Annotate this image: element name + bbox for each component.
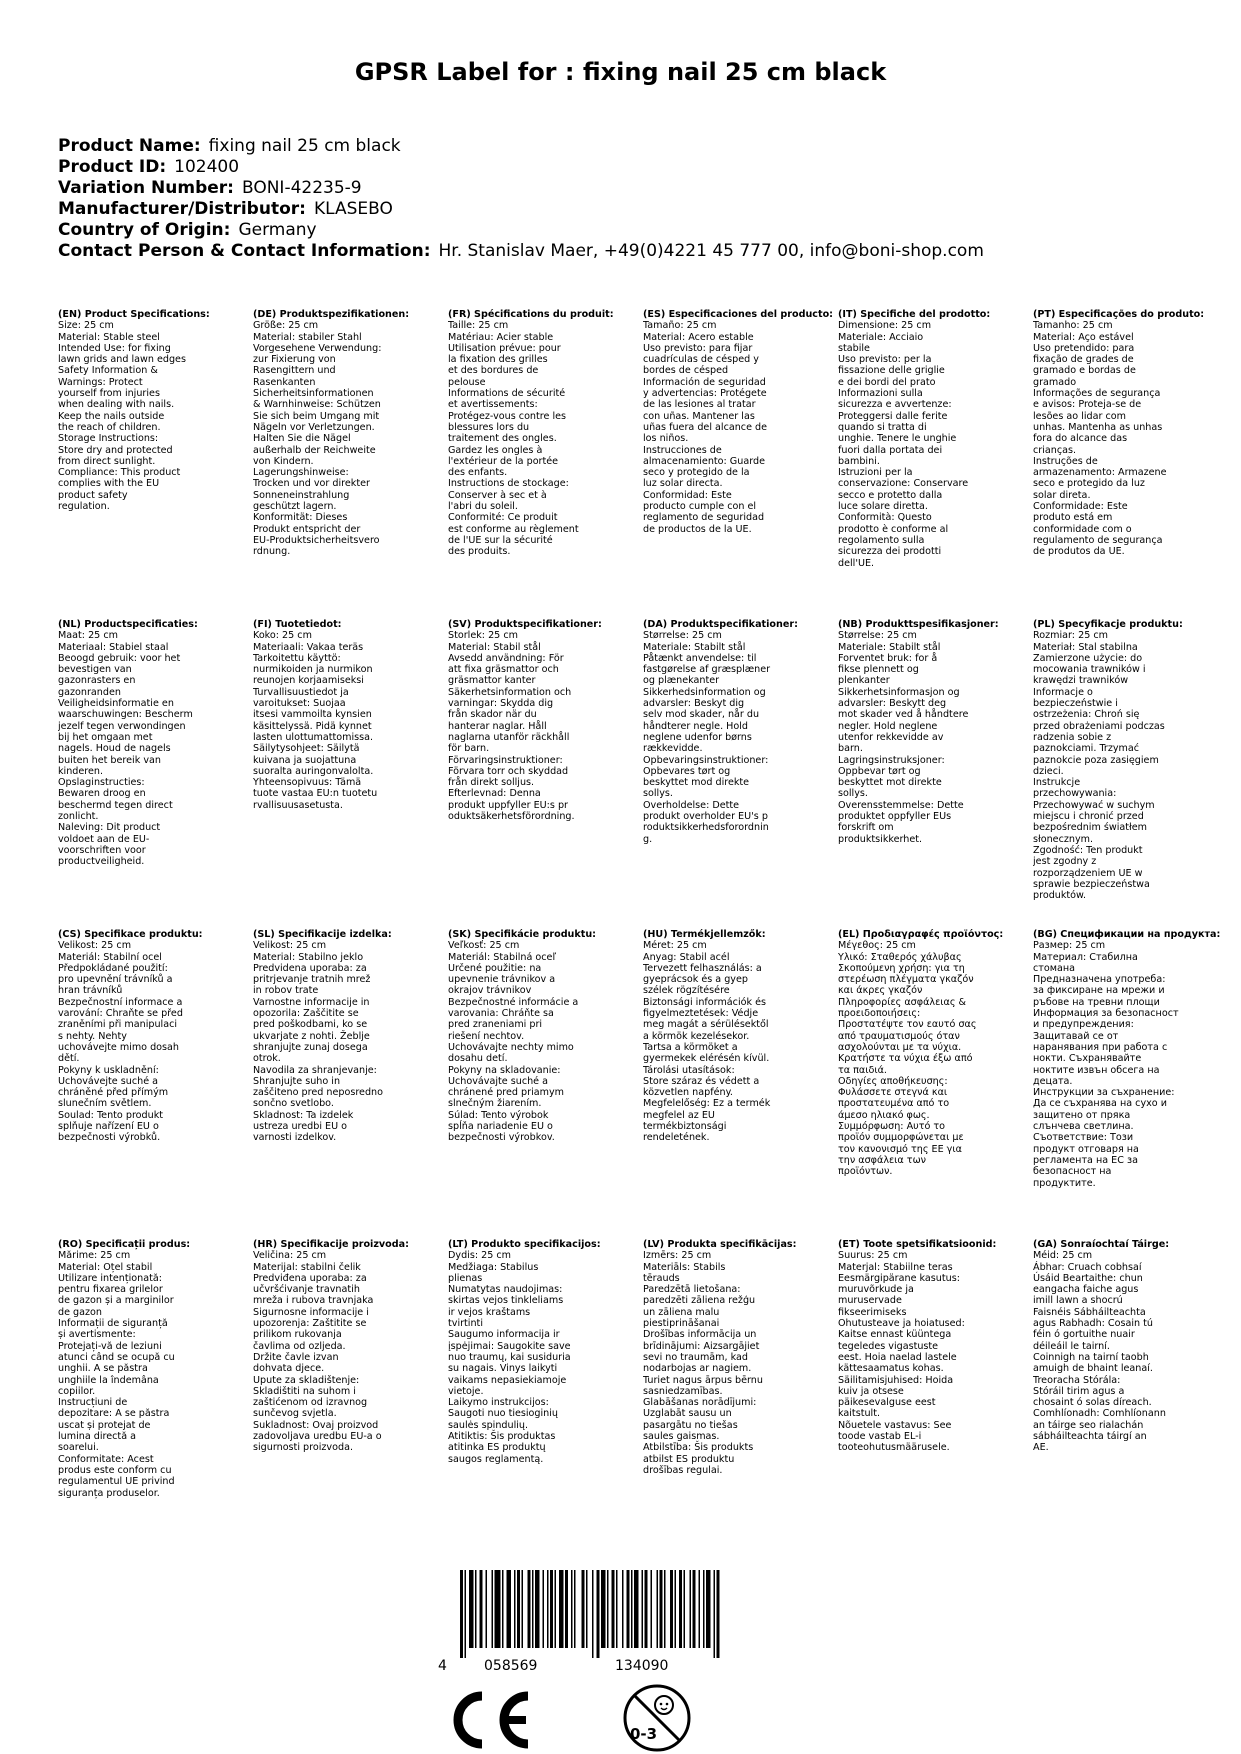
barcode-bar	[631, 1570, 633, 1648]
spec-block	[1033, 619, 1223, 901]
spec-block-title: (SV) Produktspecifikationer:	[448, 619, 602, 630]
barcode-bar	[627, 1570, 630, 1648]
spec-block	[58, 619, 248, 868]
barcode-bar	[592, 1570, 594, 1658]
spec-block	[643, 929, 833, 1144]
spec-block-title: (HU) Termékjellemzők:	[643, 929, 766, 940]
spec-block	[448, 619, 638, 822]
variation-number-row	[58, 178, 1208, 199]
spec-block-body: Maat: 25 cm Materiaal: Stabiel staal Beoogd gebruik: voor het bevestigen van gazonrasters en gazonranden Veiligheidsinformatie en waarschuwingen: Bescherm jezelf tegen verwondingen bij het omgaan met nagels. Houd de nagels buiten het bereik van kinderen. Opslaginstructies: Bewaren droog en beschermd tegen direct zonlicht. Naleving: Dit product voldoet aan de EU- voorschriften voor productveiligheid.	[58, 630, 193, 868]
barcode-bar	[535, 1570, 540, 1648]
barcode-bar	[651, 1570, 653, 1648]
barcode-bar	[675, 1570, 677, 1648]
barcode-bar	[522, 1570, 524, 1648]
spec-block-body: Μέγεθος: 25 cm Υλικό: Σταθερός χάλυβας Σκοπούμενη χρήση: για τη στερέωση πλέγματα γκαζόν και άκρες γκαζόν Πληροφορίες ασφάλειας & προειδοποιήσεις: Προστατέψτε τον εαυτό σας από τραυματισμούς όταν ασχολούνται με τα νύχια. Κρατήστε τα νύχια έξω από τα παιδιά. Οδηγίες αποθήκευσης: Φυλάσσετε στεγνά και προστατευμένα από το άμεσο ηλιακό φως. Συμμόρφωση: Αυτό το προϊόν συμμορφώνεται με τον κανονισμό της ΕΕ για την ασφάλεια των προϊόντων.	[838, 940, 977, 1178]
barcode-bar	[612, 1570, 615, 1648]
barcode-bar	[550, 1570, 553, 1648]
spec-block-title: (DA) Produktspecifikationer:	[643, 619, 798, 630]
barcode-bar	[657, 1570, 659, 1648]
spec-block-body: Tamanho: 25 cm Material: Aço estável Uso pretendido: para fixação de grades de gramado e bordas de gramado Informações de segurança e avisos: Proteja-se de lesões ao lidar com unhas. Mantenha as unhas fora do alcance das crianças. Instruções de armazenamento: Armazene seco e protegido da luz solar direta. Conformidade: Este produto está em conformidade com o regulamento de segurança de produtos da UE.	[1033, 320, 1167, 558]
barcode-digits-right: 134090	[615, 1658, 669, 1674]
spec-block-body: Méret: 25 cm Anyag: Stabil acél Tervezett felhasználás: a gyeprácsok és a gyep szélek rögzítésére Biztonsági információk és figyelmeztetések: Védje meg magát a sérülésektől a körmök kezelésekor. Tartsa a körmöket a gyermekek elérésén kívül. Tárolási utasítások: Store száraz és védett a közvetlen napfény. Megfelelőség: Ez a termék megfelel az EU termékbiztonsági rendeletének.	[643, 940, 771, 1144]
barcode	[438, 1570, 738, 1680]
spec-block	[253, 1239, 443, 1454]
spec-block	[838, 1239, 1028, 1454]
barcode-bar	[616, 1570, 618, 1648]
info-value: KLASEBO	[313, 199, 393, 219]
spec-block	[1033, 1239, 1223, 1454]
spec-block-body: Velikost: 25 cm Material: Stabilno jeklo Predvidena uporaba: za pritrjevanje tratnih mrež in robov trate Varnostne informacije in opozorila: Zaščitite se pred poškodbami, ko se ukvarjate z nohti. Žeblje shranjujte zunaj dosega otrok. Navodila za shranjevanje: Shranjujte suho in zaščiteno pred neposredno sončno svetlobo. Skladnost: Ta izdelek ustreza uredbi EU o varnosti izdelkov.	[253, 940, 383, 1144]
spec-block-body: Méid: 25 cm Ábhar: Cruach cobhsaí Úsáid Beartaithe: chun eangacha faiche agus imill lawn a shocrú Faisnéis Sábháilteachta agus Rabhadh: Cosain tú féin ó gortuithe nuair déileáil le tairní. Coinnigh na tairní taobh amuigh de bhaint leanaí. Treoracha Stórála: Stóráil tirim agus a chosaint ó solas díreach. Comhlíonadh: Comhlíonann an táirge seo rialachán sábháilteachta táirgí an AE.	[1033, 1250, 1166, 1454]
spec-block-body: Tamaño: 25 cm Material: Acero estable Uso previsto: para fijar cuadrículas de césped y bordes de césped Información de seguridad y advertencias: Protégete de las lesiones al tratar con uñas. Mantener las uñas fuera del alcance de los niños. Instrucciones de almacenamiento: Guarde seco y protegido de la luz solar directa. Conformidad: Este producto cumple con el reglamento de seguridad de productos de la UE.	[643, 320, 768, 535]
barcode-bar	[601, 1570, 606, 1648]
spec-block-title: (IT) Specifiche del prodotto:	[838, 309, 991, 320]
spec-block-title: (ET) Toote spetsifikatsioonid:	[838, 1239, 997, 1250]
age-warning-0-3-icon	[622, 1683, 692, 1753]
barcode-bar	[660, 1570, 663, 1648]
spec-block-title: (LT) Produkto specifikacijos:	[448, 1239, 601, 1250]
barcode-bar	[480, 1570, 483, 1648]
spec-block-body: Veľkosť: 25 cm Materiál: Stabilná oceľ Určené použitie: na upevnenie trávnikov a okrajov trávnikov Bezpečnostné informácie a varovania: Chráňte sa pred zraneniami pri riešení nechtov. Uchovávajte nechty mimo dosahu detí. Pokyny na skladovanie: Uchovávajte suché a chránené pred priamym slnečným žiarením. Súlad: Tento výrobok spĺňa nariadenie EU o bezpečnosti výrobkov.	[448, 940, 579, 1144]
info-value: Hr. Stanislav Maer, +49(0)4221 45 777 00, info@boni-shop.com	[438, 241, 984, 261]
spec-block	[838, 929, 1028, 1178]
barcode-bar	[492, 1570, 494, 1648]
barcode-bar	[475, 1570, 477, 1648]
barcode-bar	[469, 1570, 474, 1648]
barcode-bar	[703, 1570, 705, 1648]
spec-block-body: Storlek: 25 cm Material: Stabil stål Avsedd användning: För att fixa gräsmattor och gräsmattor kanter Säkerhetsinformation och varningar: Skydda dig från skador när du hanterar naglar. Håll naglarna utanför räckhåll för barn. Förvaringsinstruktioner: Förvara torr och skyddad från direkt solljus. Efterlevnad: Denna produkt uppfyller EU:s pr oduktsäkerhetsförordning.	[448, 630, 575, 823]
barcode-bar	[670, 1570, 673, 1648]
spec-block-body: Koko: 25 cm Materiaali: Vakaa teräs Tarkoitettu käyttö: nurmikoiden ja nurmikon reunojen korjaamiseksi Turvallisuustiedot ja varoitukset: Suojaa itsesi vammoilta kynsien käsittelyssä. Pidä kynnet lasten ulottumattomissa. Säilytysohjeet: Säilytä kuivana ja suojattuna suoralta auringonvalolta. Yhteensopivuus: Tämä tuote vastaa EU:n tuotetu rvallisuusasetusta.	[253, 630, 378, 811]
spec-block	[58, 929, 248, 1144]
spec-block	[448, 309, 638, 558]
spec-block-body: Izmērs: 25 cm Materiāls: Stabils tērauds Paredzētā lietošana: paredzēti zāliena režģu un zāliena malu piestiprināšanai Drošības informācija un brīdinājumi: Aizsargājiet sevi no traumām, kad nodarbojas ar nagiem. Turiet nagus ārpus bērnu sasniedzamības. Glabāšanas norādījumi: Uzglabāt sausu un pasargātu no tiešas saules gaismas. Atbilstība: Šis produkts atbilst ES produktu drošības regulai.	[643, 1250, 763, 1476]
barcode-bar	[586, 1570, 588, 1648]
spec-block-title: (HR) Specifikacije proizvoda:	[253, 1239, 409, 1250]
spec-block-body: Velikost: 25 cm Materiál: Stabilní ocel Předpokládané použití: pro upevnění trávníků a hran trávníků Bezpečnostní informace a varování: Chraňte se před zraněními při manipulaci s nehty. Nehty uchovávejte mimo dosah dětí. Pokyny k uskladnění: Uchovávejte suché a chráněné před přímým slunečním světlem. Soulad: Tento produkt splňuje nařízení EU o bezpečnosti výrobků.	[58, 940, 183, 1144]
spec-block	[643, 309, 833, 535]
barcode-bar	[706, 1570, 711, 1648]
barcode-bar	[582, 1570, 585, 1648]
contact-row	[58, 241, 1208, 262]
spec-block-title: (GA) Sonraíochtaí Táirge:	[1033, 1239, 1170, 1250]
barcode-bar	[679, 1570, 682, 1648]
barcode-bar	[717, 1570, 720, 1658]
spec-block-body: Størrelse: 25 cm Materiale: Stabilt stål Forventet bruk: for å fikse plennett og plenkanter Sikkerhetsinformasjon og advarsler: Beskytt deg mot skader ved å håndtere negler. Hold neglene utenfor rekkevidde av barn. Lagringsinstruksjoner: Oppbevar tørt og beskyttet mot direkte sollys. Overensstemmelse: Dette produktet oppfyller EUs forskrift om produktsikkerhet.	[838, 630, 969, 845]
spec-block-title: (NL) Productspecificaties:	[58, 619, 198, 630]
info-label: Contact Person & Contact Information:	[58, 241, 431, 261]
spec-block-title: (DE) Produktspezifikationen:	[253, 309, 410, 320]
info-value: Germany	[238, 220, 317, 240]
barcode-bar	[507, 1570, 512, 1648]
barcode-bar	[502, 1570, 504, 1648]
barcode-bar	[642, 1570, 644, 1648]
spec-block-title: (CS) Specifikace produktu:	[58, 929, 203, 940]
barcode-bar	[547, 1570, 549, 1648]
spec-block-body: Veličina: 25 cm Materijal: stabilni čelik Predviđena uporaba: za učvršćivanje travnatih mreža i rubova travnjaka Sigurnosne informacije i upozorenja: Zaštitite se prilikom rukovanja čavlima od ozljeda. Držite čavle izvan dohvata djece. Upute za skladištenje: Skladištiti na suhom i zaštićenom od izravnog sunčevog svjetla. Sukladnost: Ovaj proizvod zadovoljava uredbu EU-a o sigurnosti proizvoda.	[253, 1250, 382, 1454]
barcode-bar	[664, 1570, 666, 1648]
barcode-bar	[699, 1570, 701, 1648]
ce-mark-icon	[450, 1690, 534, 1750]
barcode-bar	[543, 1570, 545, 1648]
spec-block	[448, 929, 638, 1144]
barcode-bar	[528, 1570, 531, 1648]
barcode-bar	[714, 1570, 716, 1658]
spec-block-title: (LV) Produkta specifikācijas:	[643, 1239, 797, 1250]
barcode-bar	[597, 1570, 600, 1658]
product-info	[58, 136, 1208, 262]
barcode-bar	[486, 1570, 488, 1648]
info-value: BONI-42235-9	[241, 178, 362, 198]
spec-block-body: Taille: 25 cm Matériau: Acier stable Utilisation prévue: pour la fixation des grilles et des bordures de pelouse Informations de sécurité et avertissements: Protégez-vous contre les blessures lors du traitement des ongles. Gardez les ongles à l'extérieur de la portée des enfants. Instructions de stockage: Conserver à sec et à l'abri du soleil. Conformité: Ce produit est conforme au règlement de l'UE sur la sécurité des produits.	[448, 320, 579, 558]
spec-block	[253, 619, 443, 811]
barcode-bar	[622, 1570, 624, 1648]
spec-block	[448, 1239, 638, 1465]
spec-block	[58, 1239, 248, 1499]
spec-block-body: Размер: 25 cm Материал: Стабилна стомана Предназначена употреба: за фиксиране на мрежи и ръбове на тревни площи Информация за безопасност и предупреждения: Защитавай се от наранявания при работа с нокти. Съхранявайте ноктите извън обсега на децата. Инструкции за съхранение: Да се съхранява на сухо и защитено от пряка слънчева светлина. Съответствие: Този продукт отговаря на регламента на ЕС за безопасност на продуктите.	[1033, 940, 1179, 1189]
barcode-digit-prefix: 4	[438, 1658, 447, 1674]
barcode-bar	[532, 1570, 534, 1648]
spec-block	[643, 1239, 833, 1476]
country-of-origin-row	[58, 220, 1208, 241]
barcode-digits-left: 058569	[484, 1658, 538, 1674]
spec-block	[1033, 929, 1223, 1189]
spec-block-body: Size: 25 cm Material: Stable steel Intended Use: for fixing lawn grids and lawn edges Safety Information & Warnings: Protect yourself from injuries when dealing with nails. Keep the nails outside the reach of children. Storage Instructions: Store dry and protected from direct sunlight. Compliance: This product complies with the EU product safety regulation.	[58, 320, 186, 513]
product-name-row	[58, 136, 1208, 157]
info-label: Variation Number:	[58, 178, 234, 198]
spec-block	[643, 619, 833, 845]
info-label: Country of Origin:	[58, 220, 231, 240]
spec-block-title: (FI) Tuotetiedot:	[253, 619, 342, 630]
barcode-bar	[690, 1570, 692, 1648]
spec-block-body: Rozmiar: 25 cm Materiał: Stal stabilna Zamierzone użycie: do mocowania trawników i krawędzi trawników Informacje o bezpieczeństwie i ostrzeżenia: Chroń się przed obrażeniami podczas radzenia sobie z paznokciami. Trzymać paznokcie poza zasięgiem dzieci. Instrukcje przechowywania: Przechowywać w suchym miejscu i chronić przed bezpośrednim światłem słonecznym. Zgodność: Ten produkt jest zgodny z rozporządzeniem UE w sprawie bezpieczeństwa produktów.	[1033, 630, 1165, 902]
spec-block-title: (NB) Produkttspesifikasjoner:	[838, 619, 999, 630]
spec-block-title: (BG) Спецификации на продукта:	[1033, 929, 1221, 940]
spec-block-body: Dydis: 25 cm Medžiaga: Stabilus plienas Numatytas naudojimas: skirtas vejos tinkleliams ir vejos kraštams tvirtinti Saugumo informacija ir įspėjimai: Saugokite save nuo traumų, kai susiduria su nagais. Vinys laikyti vaikams nepasiekiamoje vietoje. Laikymo instrukcijos: Saugoti nuo tiesioginių saulės spindulių. Atitiktis: Šis produktas atitinka ES produktų saugos reglamentą.	[448, 1250, 571, 1465]
spec-block-title: (FR) Spécifications du produit:	[448, 309, 614, 320]
barcode-bar	[495, 1570, 501, 1648]
barcode-bar	[574, 1570, 576, 1648]
product-id-row	[58, 157, 1208, 178]
spec-block-body: Mărime: 25 cm Material: Oțel stabil Utilizare intenționată: pentru fixarea grilelor de gazon și a marginilor de gazon Informații de siguranță și avertismente: Protejați-vă de leziuni atunci când se ocupă cu unghii. A se păstra unghiile la îndemâna copiilor. Instrucțiuni de depozitare: A se păstra uscat și protejat de lumina directă a soarelui. Conformitate: Acest produs este conform cu regulamentul UE privind siguranța produselor.	[58, 1250, 175, 1499]
age-label: 0-3	[630, 1725, 658, 1743]
barcode-bar	[607, 1570, 609, 1648]
barcode-bar	[571, 1570, 573, 1648]
barcode-bar	[559, 1570, 564, 1648]
spec-block-title: (EL) Προδιαγραφές προϊόντος:	[838, 929, 1004, 940]
info-value: fixing nail 25 cm black	[208, 136, 401, 156]
barcode-bar	[460, 1570, 463, 1658]
spec-block-body: Größe: 25 cm Material: stabiler Stahl Vorgesehene Verwendung: zur Fixierung von Rasengittern und Rasenkanten Sicherheitsinformationen & Warnhinweise: Schützen Sie sich beim Umgang mit Nägeln vor Verletzungen. Halten Sie die Nägel außerhalb der Reichweite von Kindern. Lagerungshinweise: Trocken und vor direkter Sonneneinstrahlung geschützt lagern. Konformität: Dieses Produkt entspricht der EU-Produktsicherheitsvero rdnung.	[253, 320, 382, 558]
spec-block-body: Suurus: 25 cm Materjal: Stabiilne teras Eesmärgipärane kasutus: muruvõrkude ja muruservade fikseerimiseks Ohutusteave ja hoiatused: Kaitse ennast küüntega tegeledes vigastuste eest. Hoia naelad lastele kättesaamatus kohas. Säilitamisjuhised: Hoida kuiv ja otsese päikesevalguse eest kaitstult. Nõuetele vastavus: See toode vastab EL-i tooteohutusmäärusele.	[838, 1250, 965, 1454]
info-value: 102400	[174, 157, 240, 177]
info-label: Manufacturer/Distributor:	[58, 199, 306, 219]
spec-block	[838, 619, 1028, 845]
barcode-bar	[634, 1570, 639, 1648]
barcode-bar	[565, 1570, 568, 1648]
barcode-bar	[555, 1570, 557, 1648]
spec-block	[58, 309, 248, 512]
spec-block-body: Størrelse: 25 cm Materiale: Stabilt stål Påtænkt anvendelse: til fastgørelse af græsplæner og plænekanter Sikkerhedsinformation og advarsler: Beskyt dig selv mod skader, når du håndterer negle. Hold neglene udenfor børns rækkevidde. Opbevaringsinstruktioner: Opbevares tørt og beskyttet mod direkte sollys. Overholdelse: Dette produkt overholder EU's p roduktsikkerhedsforordnin g.	[643, 630, 771, 845]
spec-block-title: (PT) Especificações do produto:	[1033, 309, 1205, 320]
spec-block-title: (SL) Specifikacije izdelka:	[253, 929, 392, 940]
spec-block-title: (SK) Špecifikácie produktu:	[448, 929, 597, 940]
barcode-bar	[645, 1570, 648, 1648]
spec-block	[253, 309, 443, 558]
spec-block	[1033, 309, 1223, 558]
spec-block-title: (ES) Especificaciones del producto:	[643, 309, 833, 320]
barcode-bar	[517, 1570, 520, 1648]
barcode-bar	[684, 1570, 686, 1648]
barcode-bar	[693, 1570, 696, 1648]
barcode-bar	[514, 1570, 516, 1648]
barcode-bar	[465, 1570, 467, 1658]
spec-block-title: (PL) Specyfikacje produktu:	[1033, 619, 1183, 630]
spec-block-title: (RO) Specificații produs:	[58, 1239, 191, 1250]
info-label: Product ID:	[58, 157, 167, 177]
barcode-bars	[460, 1570, 720, 1658]
spec-block	[253, 929, 443, 1144]
spec-block-body: Dimensione: 25 cm Materiale: Acciaio stabile Uso previsto: per la fissazione delle griglie e dei bordi del prato Informazioni sulla sicurezza e avvertenze: Proteggersi dalle ferite quando si tratta di unghie. Tenere le unghie fuori dalla portata dei bambini. Istruzioni per la conservazione: Conservare secco e protetto dalla luce solare diretta. Conformità: Questo prodotto è conforme al regolamento sulla sicurezza dei prodotti dell'UE.	[838, 320, 969, 569]
page-title: GPSR Label for : fixing nail 25 cm black	[354, 58, 887, 86]
spec-block	[838, 309, 1028, 569]
info-label: Product Name:	[58, 136, 201, 156]
manufacturer-row	[58, 199, 1208, 220]
spec-block-title: (EN) Product Specifications:	[58, 309, 210, 320]
